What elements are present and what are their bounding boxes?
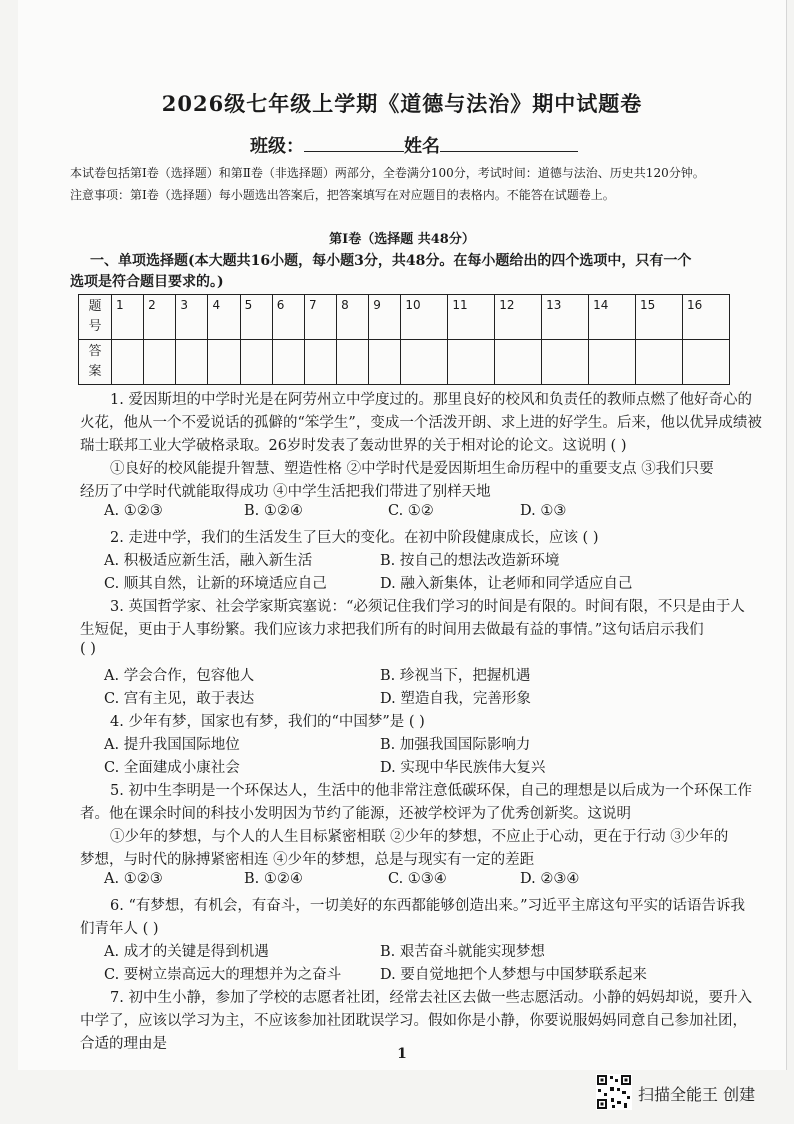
table-cell-number: 10 xyxy=(401,295,448,340)
table-cell-number: 1 xyxy=(112,295,144,340)
table-cell-number: 6 xyxy=(272,295,304,340)
answer-cell[interactable] xyxy=(448,340,495,385)
table-cell-number: 11 xyxy=(448,295,495,340)
q5-option-c: C. ①③④ xyxy=(388,871,447,887)
table-row-answers xyxy=(79,340,730,385)
name-blank xyxy=(440,133,578,152)
q6-option-a: A. 成才的关键是得到机遇 xyxy=(104,944,269,960)
q5-line-2: 者。他在课余时间的科技小发明因为节约了能源，还被学校评为了优秀创新奖。这说明 xyxy=(80,806,631,822)
q5-line-4: 梦想，与时代的脉搏紧密相连 ④少年的梦想，总是与现实有一定的差距 xyxy=(80,852,535,868)
answer-cell[interactable] xyxy=(495,340,542,385)
answer-cell[interactable] xyxy=(589,340,636,385)
class-label: 班级： xyxy=(250,136,304,157)
q1-line-1: 1. 爱因斯坦的中学时光是在阿劳州立中学度过的。那里良好的校风和负责任的教师点燃了他好奇心的 xyxy=(110,392,752,408)
q1-line-5: 经历了中学时代就能取得成功 ④中学生活把我们带进了别样天地 xyxy=(80,484,491,500)
q7-line-1: 7. 初中生小静，参加了学校的志愿者社团，经常去社区去做一些志愿活动。小静的妈妈却说，要升入 xyxy=(110,990,752,1006)
notes-line-2: 注意事项：第Ⅰ卷（选择题）每小题选出答案后，把答案填写在对应题目的表格内。不能答在试题卷上。 xyxy=(70,188,615,202)
row-header-answer: 答 案 xyxy=(79,340,112,385)
q2-option-b: B. 按自己的想法改造新环境 xyxy=(380,553,560,569)
answer-cell[interactable] xyxy=(208,340,240,385)
answer-table xyxy=(78,294,730,385)
q3-line-3: ( ) xyxy=(80,641,96,657)
notes-line-1: 本试卷包括第Ⅰ卷（选择题）和第Ⅱ卷（非选择题）两部分，全卷满分100分，考试时间：道德与法治、历史共120分钟。 xyxy=(70,166,705,180)
table-cell-number: 13 xyxy=(542,295,589,340)
q6-option-c: C. 要树立崇高远大的理想并为之奋斗 xyxy=(104,967,342,983)
q1-option-b: B. ①②④ xyxy=(244,503,303,519)
table-cell-number: 9 xyxy=(369,295,401,340)
q1-line-4: ①良好的校风能提升智慧、塑造性格 ②中学时代是爱因斯坦生命历程中的重要支点 ③我们只要 xyxy=(110,461,714,477)
answer-cell[interactable] xyxy=(369,340,401,385)
table-cell-number: 7 xyxy=(304,295,336,340)
exam-paper xyxy=(18,0,787,1070)
answer-cell[interactable] xyxy=(401,340,448,385)
answer-cell[interactable] xyxy=(112,340,144,385)
qr-code-icon xyxy=(596,1074,632,1110)
q6-option-b: B. 艰苦奋斗就能实现梦想 xyxy=(380,944,545,960)
section-instruction-1: 一、单项选择题(本大题共16小题，每小题3分，共48分。在每小题给出的四个选项中，只有一个 xyxy=(90,253,692,269)
page-title: 2026级七年级上学期《道德与法治》期中试题卷 xyxy=(161,91,643,116)
q3-option-a: A. 学会合作，包容他人 xyxy=(104,668,255,684)
answer-cell[interactable] xyxy=(682,340,729,385)
q4-option-d: D. 实现中华民族伟大复兴 xyxy=(380,760,546,776)
answer-cell[interactable] xyxy=(636,340,683,385)
table-cell-number: 8 xyxy=(337,295,369,340)
q6-line-2: 们青年人 ( ) xyxy=(80,921,159,937)
table-cell-number: 4 xyxy=(208,295,240,340)
page-number: 1 xyxy=(397,1046,407,1062)
q5-option-b: B. ①②④ xyxy=(244,871,303,887)
answer-cell[interactable] xyxy=(272,340,304,385)
q7-line-3: 合适的理由是 xyxy=(80,1036,167,1052)
q1-line-3: 瑞士联邦工业大学破格录取。26岁时发表了轰动世界的关于相对论的论文。这说明 ( ) xyxy=(80,438,627,454)
q4-line-1: 4. 少年有梦，国家也有梦，我们的“中国梦”是 ( ) xyxy=(110,714,425,730)
table-cell-number: 5 xyxy=(240,295,272,340)
q4-option-c: C. 全面建成小康社会 xyxy=(104,760,240,776)
q5-option-a: A. ①②③ xyxy=(104,871,163,887)
q1-option-d: D. ①③ xyxy=(520,503,567,519)
section-heading: 第Ⅰ卷（选择题 共48分） xyxy=(329,232,475,247)
q5-line-3: ①少年的梦想，与个人的人生目标紧密相联 ②少年的梦想，不应止于心动，更在于行动 ③少年的 xyxy=(110,829,729,845)
table-cell-number: 14 xyxy=(589,295,636,340)
class-blank xyxy=(304,133,404,152)
table-row-numbers xyxy=(79,295,730,340)
q3-option-d: D. 塑造自我，完善形象 xyxy=(380,691,531,707)
answer-cell[interactable] xyxy=(144,340,176,385)
q6-option-d: D. 要自觉地把个人梦想与中国梦联系起来 xyxy=(380,967,647,983)
q2-option-c: C. 顺其自然，让新的环境适应自己 xyxy=(104,576,327,592)
class-name-line xyxy=(250,132,578,158)
q3-option-b: B. 珍视当下，把握机遇 xyxy=(380,668,531,684)
q4-option-a: A. 提升我国国际地位 xyxy=(104,737,240,753)
answer-cell[interactable] xyxy=(240,340,272,385)
section-instruction-2: 选项是符合题目要求的。) xyxy=(70,274,224,290)
q6-line-1: 6. “有梦想，有机会，有奋斗，一切美好的东西都能够创造出来。”习近平主席这句平实的话语告诉我 xyxy=(110,898,746,914)
scanner-brand-watermark: 扫描全能王 创建 xyxy=(638,1085,756,1104)
q3-line-1: 3. 英国哲学家、社会学家斯宾塞说：“必须记住我们学习的时间是有限的。时间有限，不只是由于人 xyxy=(110,599,745,615)
table-cell-number: 12 xyxy=(495,295,542,340)
q7-line-2: 中学了，应该以学习为主，不应该参加社团耽误学习。假如你是小静，你要说服妈妈同意自己参加社团， xyxy=(80,1013,747,1029)
q5-line-1: 5. 初中生李明是一个环保达人，生活中的他非常注意低碳环保，自己的理想是以后成为一个环保工作 xyxy=(110,783,752,799)
table-cell-number: 15 xyxy=(636,295,683,340)
q1-option-c: C. ①② xyxy=(388,503,434,519)
q4-option-b: B. 加强我国国际影响力 xyxy=(380,737,531,753)
table-cell-number: 3 xyxy=(176,295,208,340)
q1-option-a: A. ①②③ xyxy=(104,503,163,519)
answer-cell[interactable] xyxy=(176,340,208,385)
row-header-number: 题 号 xyxy=(79,295,112,340)
table-cell-number: 2 xyxy=(144,295,176,340)
name-label: 姓名 xyxy=(404,136,440,157)
q2-option-a: A. 积极适应新生活，融入新生活 xyxy=(104,553,313,569)
answer-cell[interactable] xyxy=(304,340,336,385)
q3-option-c: C. 宫有主见，敢于表达 xyxy=(104,691,255,707)
q1-line-2: 火花，他从一个不爱说话的孤僻的“笨学生”，变成一个活泼开朗、求上进的好学生。后来，他以优异成绩被 xyxy=(80,415,762,431)
q2-line-1: 2. 走进中学，我们的生活发生了巨大的变化。在初中阶段健康成长，应该 ( ) xyxy=(110,530,599,546)
answer-cell[interactable] xyxy=(337,340,369,385)
q2-option-d: D. 融入新集体，让老师和同学适应自己 xyxy=(380,576,633,592)
table-cell-number: 16 xyxy=(682,295,729,340)
q3-line-2: 生短促，更由于人事纷繁。我们应该力求把我们所有的时间用去做最有益的事情。”这句话启示我们 xyxy=(80,622,704,638)
q5-option-d: D. ②③④ xyxy=(520,871,580,887)
answer-cell[interactable] xyxy=(542,340,589,385)
